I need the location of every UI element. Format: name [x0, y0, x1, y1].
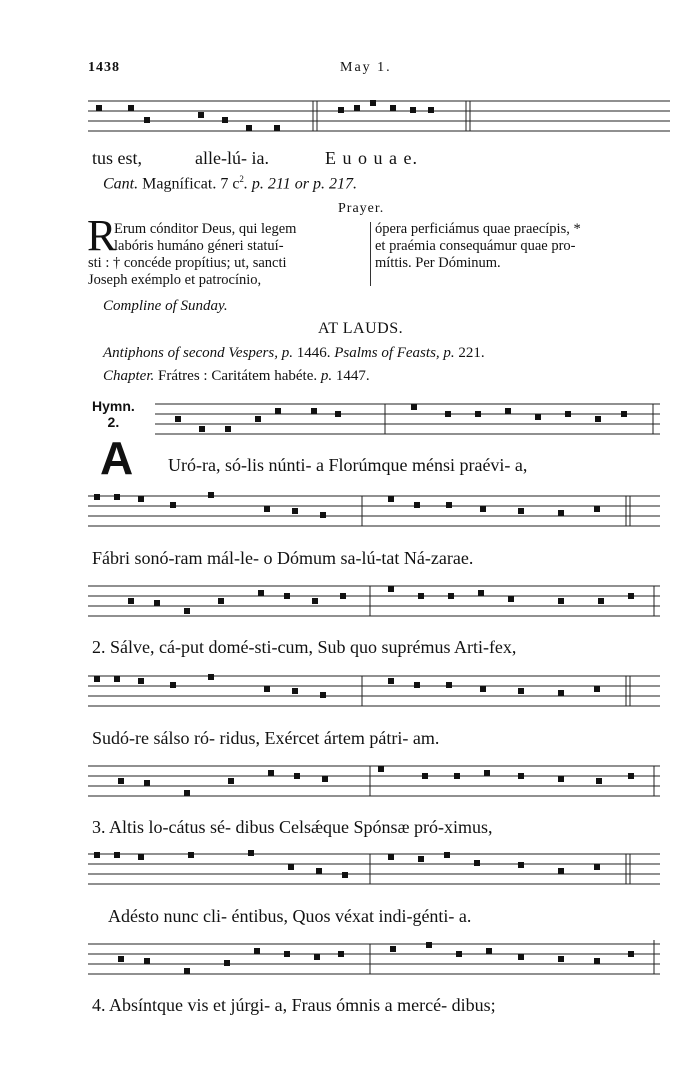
- prayer-left-line: labóris humáno géneri statuí-: [114, 238, 284, 254]
- hymn-line-3: 2. Sálve, cá-put domé-sti-cum, Sub quo suprémus Arti-fex,: [92, 637, 517, 657]
- prayer-right-line: ópera perficiámus quae praecípis, *: [375, 221, 581, 237]
- prayer-left-line: sti : † concéde propítius; ut, sancti: [88, 255, 287, 271]
- staff-1-lyric-2: alle-lú- ia.: [195, 148, 269, 168]
- chapter-page: 1447.: [332, 368, 370, 384]
- staff-lines: [88, 668, 660, 712]
- prayer-left-line: Joseph exémplo et patrocínio,: [88, 272, 262, 288]
- staff-1-lyric-3: E u o u a e.: [325, 148, 418, 168]
- psalms-label: Psalms of Feasts, p.: [330, 345, 455, 361]
- staff-lines: [88, 95, 670, 139]
- canticle-or: or: [294, 175, 309, 193]
- antiphons-page: 1446.: [292, 345, 331, 361]
- chapter-text: Frátres : Caritátem habéte.: [154, 368, 321, 384]
- hymn-line-1: Uró-ra, só-lis núnti- a Florúmque ménsi praévi- a,: [168, 455, 528, 475]
- hymn-staff-7: [88, 936, 660, 980]
- hymn-staff-3: [88, 578, 660, 622]
- hymn-staff-6: [88, 846, 660, 890]
- hymn-staff-4: [88, 668, 660, 712]
- hymn-staff-2: [88, 488, 660, 532]
- hymn-number: 2.: [107, 414, 120, 430]
- canticle-sup: 2: [239, 174, 244, 184]
- music-staff-1: [88, 95, 670, 139]
- hymn-staff-1: [155, 396, 660, 440]
- chapter-line: [103, 368, 370, 385]
- canticle-line: [103, 174, 357, 193]
- hymn-line-5: 3. Altis lo-cátus sé- dibus Celsǽque Spónsæ pró-ximus,: [92, 817, 493, 837]
- staff-lines: [88, 846, 660, 890]
- hymn-drop-initial: A: [100, 432, 134, 484]
- canticle-text: Magníficat. 7 c: [142, 175, 240, 193]
- canticle-label: Cant.: [103, 175, 139, 193]
- prayer-left-line: Erum cónditor Deus, qui legem: [114, 221, 297, 237]
- hymn-staff-5: [88, 758, 660, 802]
- hymn-label: [92, 398, 135, 430]
- running-head: May 1.: [340, 60, 392, 75]
- hymn-line-2: Fábri sonó-ram mál-le- o Dómum sa-lú-tat Ná-zarae.: [92, 548, 474, 568]
- staff-lines: [88, 488, 660, 532]
- prayer-heading: Prayer.: [338, 201, 385, 216]
- staff-lines: [155, 396, 660, 440]
- chapter-p: p.: [320, 368, 333, 384]
- prayer-right-line: míttis. Per Dóminum.: [375, 255, 501, 271]
- antiphons-line: [103, 345, 485, 362]
- prayer-right-line: et praémia consequámur quae pro-: [375, 238, 576, 254]
- staff-1-lyric-1: tus est,: [92, 148, 143, 168]
- staff-lines: [88, 936, 660, 980]
- lauds-heading: AT LAUDS.: [318, 320, 404, 337]
- prayer-right-column: [375, 221, 675, 272]
- hymn-line-4: Sudó-re sálso ró- ridus, Exércet ártem pátri- am.: [92, 728, 440, 748]
- hymn-line-6: Adésto nunc cli- éntibus, Quos véxat indi-génti- a.: [108, 906, 472, 926]
- prayer-left-column: [88, 221, 363, 289]
- canticle-ref-1: . p. 211: [243, 175, 295, 193]
- staff-lines: [88, 578, 660, 622]
- staff-lines: [88, 758, 660, 802]
- prayer-drop-initial: R: [87, 211, 117, 260]
- hymn-line-7: 4. Absíntque vis et júrgi- a, Fraus ómnis a mercé- dibus;: [92, 995, 496, 1015]
- compline-note: Compline of Sunday.: [103, 298, 228, 314]
- page-number: 1438: [88, 60, 120, 75]
- hymn-label-text: Hymn.: [92, 398, 135, 414]
- chapter-label: Chapter.: [103, 368, 155, 384]
- canticle-ref-2: p. 217.: [308, 175, 357, 193]
- prayer-column-rule: [370, 222, 371, 286]
- psalms-page: 221.: [454, 345, 485, 361]
- antiphons-label: Antiphons of second Vespers, p.: [103, 345, 293, 361]
